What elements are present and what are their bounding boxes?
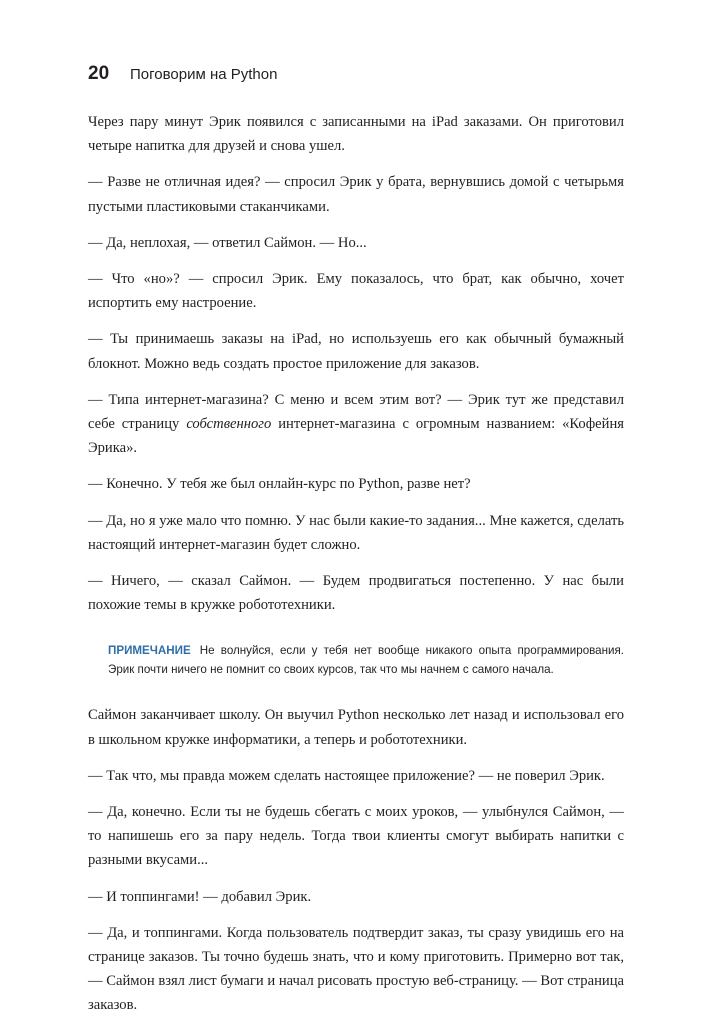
- paragraph-shop-idea: [88, 388, 624, 461]
- paragraph: — Так что, мы правда можем сделать настоящее приложение? — не поверил Эрик.: [88, 767, 605, 784]
- note-text: Не волнуйся, если у тебя нет вообще никакого опыта программирования. Эрик почти ничего не помнит со своих курсов, так что мы начнем с самого начала.: [108, 644, 624, 677]
- note-box: [108, 641, 624, 679]
- paragraph: — Да, неплохая, — ответил Саймон. — Но...: [88, 234, 367, 251]
- paragraph: — Да, и топпингами. Когда пользователь подтвердит заказ, ты сразу увидишь его на странице заказов. Ты точно будешь знать, что и кому приготовить. Примерно вот так, — Саймон взял лист бумаги и начал рисовать простую веб-страницу. — Вот страница заказов.: [88, 924, 624, 1014]
- page-number: 20: [88, 63, 110, 84]
- paragraph: — Что «но»? — спросил Эрик. Ему показалось, что брат, как обычно, хочет испортить ему настроение.: [88, 271, 624, 312]
- paragraph: — Конечно. У тебя же был онлайн-курс по Python, разве нет?: [88, 476, 471, 493]
- paragraph: — Разве не отличная идея? — спросил Эрик у брата, вернувшись домой с четырьмя пустыми пластиковыми стаканчиками.: [88, 174, 624, 215]
- paragraph: Саймон заканчивает школу. Он выучил Python несколько лет назад и использовал его в школьном кружке информатики, а теперь и робототехники.: [88, 707, 624, 748]
- paragraph: — Ничего, — сказал Саймон. — Будем продвигаться постепенно. У нас были похожие темы в кружке робототехники.: [88, 573, 624, 614]
- paragraph-text: интернет-магазина с огромным названием: «Кофейня Эрика».: [88, 416, 624, 457]
- paragraph: — Да, конечно. Если ты не будешь сбегать с моих уроков, — улыбнулся Саймон, — то напишешь его за пару недель. Тогда твои клиенты смогут выбирать напитки с разными вкусами...: [88, 804, 624, 869]
- note-label: ПРИМЕЧАНИЕ: [108, 644, 191, 658]
- page-body: [88, 110, 624, 1030]
- paragraph: Через пару минут Эрик появился с записанными на iPad заказами. Он приготовил четыре напитка для друзей и снова ушел.: [88, 114, 624, 155]
- paragraph: — Ты принимаешь заказы на iPad, но используешь его как обычный бумажный блокнот. Можно ведь создать простое приложение для заказов.: [88, 331, 624, 372]
- paragraph: — Да, но я уже мало что помню. У нас были какие-то задания... Мне кажется, сделать настоящий интернет-магазин будет сложно.: [88, 512, 624, 553]
- emphasized-word: собственного: [186, 416, 272, 433]
- running-title: Поговорим на Python: [130, 66, 278, 83]
- page-header: [88, 63, 277, 85]
- paragraph-text: — Типа интернет-магазина? С меню и всем этим вот? — Эрик тут же представил себе страницу: [88, 391, 624, 433]
- paragraph: — И топпингами! — добавил Эрик.: [88, 888, 312, 905]
